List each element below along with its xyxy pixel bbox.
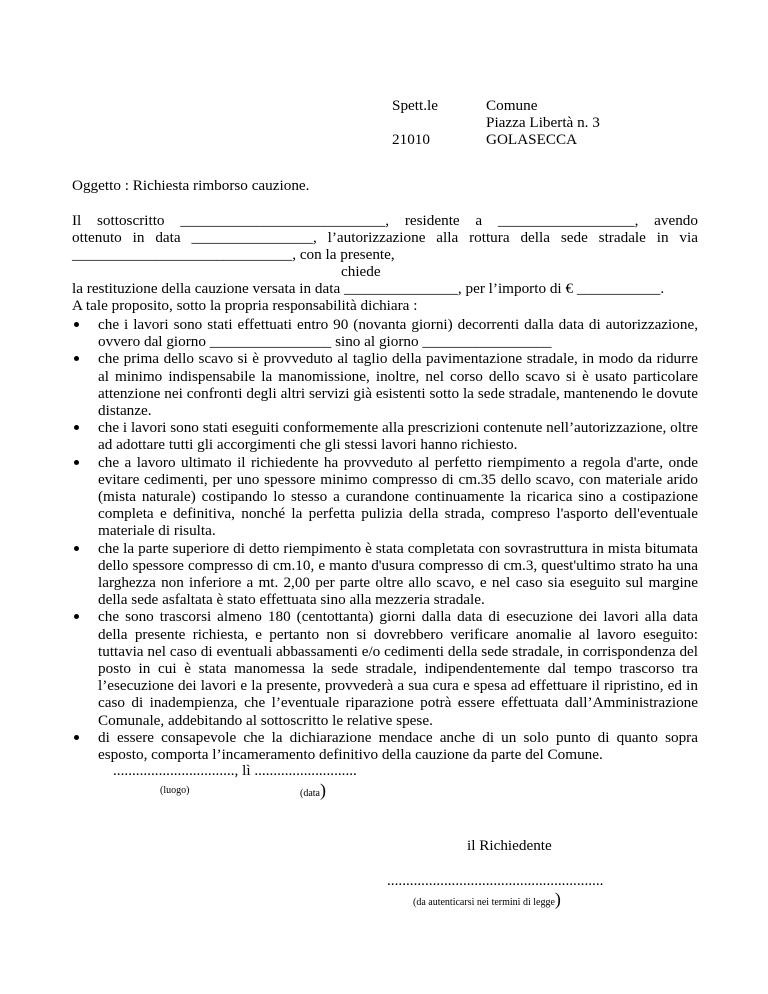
- spett-label: Spett.le: [392, 97, 438, 114]
- signature-note: [413, 891, 561, 911]
- declaration-item: che i lavori sono stati effettuati entro 90 (novanta giorni) decorrenti dalla data di autorizzazione, ovvero dal giorno ________________ sino al giorno _________________: [72, 316, 698, 350]
- signature-note-close: ): [554, 889, 561, 909]
- intro-line-2: ottenuto in data ________________, l’autorizzazione alla rottura della sede stradale in via: [72, 229, 698, 246]
- cap: 21010: [392, 131, 430, 148]
- intro-line-3: _____________________________, con la presente,: [72, 246, 395, 263]
- chiede: chiede: [341, 263, 381, 280]
- declaration-item: che la parte superiore di detto riempimento è stata completata con sovrastruttura in mista bitumata dello spessore compresso di cm.10, e manto d'usura compresso di cm.3, quest'ultimo strato ha una larghezza non inferiore a mt. 2,00 per parte oltre allo scavo, e nel caso sia eseguito sul margine della sede asfaltata è stato effettuata sino alla mezzeria stradale.: [72, 540, 698, 609]
- data-label-close: ): [320, 780, 326, 800]
- intro-line-4: la restituzione della cauzione versata in data _______________, per l’importo di € ___________.: [72, 280, 665, 297]
- declaration-item: che sono trascorsi almeno 180 (centottanta) giorni dalla data di esecuzione dei lavori alla data della presente richiesta, e pertanto non si dovrebbero verificare anomalie al lavoro eseguito: tuttavia nel caso di eventuali abbassamenti e/o cedimenti della sede stradale, in corrispondenza del posto in cui è stata manomessa la sede stradale, indipendentemente dal tempo trascorso tra l’esecuzione dei lavori e la presente, provvederà a sua cura e spesa ad effettuare il ripristino, ed in caso di inadempienza, che l’eventuale riparazione potrà essere effettuata dall’Amministrazione Comunale, addebitando al sottoscritto le relative spese.: [72, 608, 698, 728]
- place-date-line: ................................, lì ...........................: [113, 762, 357, 779]
- recipient-line-1: Comune: [486, 97, 538, 114]
- declaration-item: che prima dello scavo si è provveduto al taglio della pavimentazione stradale, in modo da ridurre al minimo indispensabile la manomissione, inoltre, nel corso dello scavo si è usato particolare attenzione nei confronti degli altri servizi già esistenti sotto la sede stradale, mantenendo le dovute distanze.: [72, 350, 698, 419]
- declaration-item: che a lavoro ultimato il richiedente ha provveduto al perfetto riempimento a regola d'arte, onde evitare cedimenti, per uno spessore minimo compresso di cm.35 dello scavo, con materiale arido (mista naturale) costipando lo stesso a curandone continuamente la ricarica sino a costipazione completa e definitiva, nonché la perfetta pulizia della strada, compreso l'asporto dell'eventuale materiale di risulta.: [72, 454, 698, 540]
- data-label: [300, 782, 326, 802]
- luogo-label: (luogo): [160, 785, 190, 796]
- declarations-list: [72, 316, 698, 763]
- signature-label: il Richiedente: [467, 837, 552, 854]
- subject: Oggetto : Richiesta rimborso cauzione.: [72, 177, 310, 194]
- declaration-item: di essere consapevole che la dichiarazione mendace anche di un solo punto di quanto sopra esposto, comporta l’incameramento definitivo della cauzione da parte del Comune.: [72, 729, 698, 763]
- intro-line-5: A tale proposito, sotto la propria responsabilità dichiara :: [72, 297, 418, 314]
- recipient-line-3: GOLASECCA: [486, 131, 578, 148]
- signature-note-text: (da autenticarsi nei termini di legge: [413, 897, 555, 908]
- intro-line-1: Il sottoscritto ___________________________, residente a __________________, avendo: [72, 212, 698, 229]
- data-label-text: (data: [300, 788, 320, 799]
- recipient-line-2: Piazza Libertà n. 3: [486, 114, 600, 131]
- signature-dots: .........................................................: [387, 872, 604, 889]
- declaration-item: che i lavori sono stati eseguiti conformemente alla prescrizioni contenute nell’autorizzazione, oltre ad adottare tutti gli accorgimenti che gli stessi lavori hanno richiesto.: [72, 419, 698, 453]
